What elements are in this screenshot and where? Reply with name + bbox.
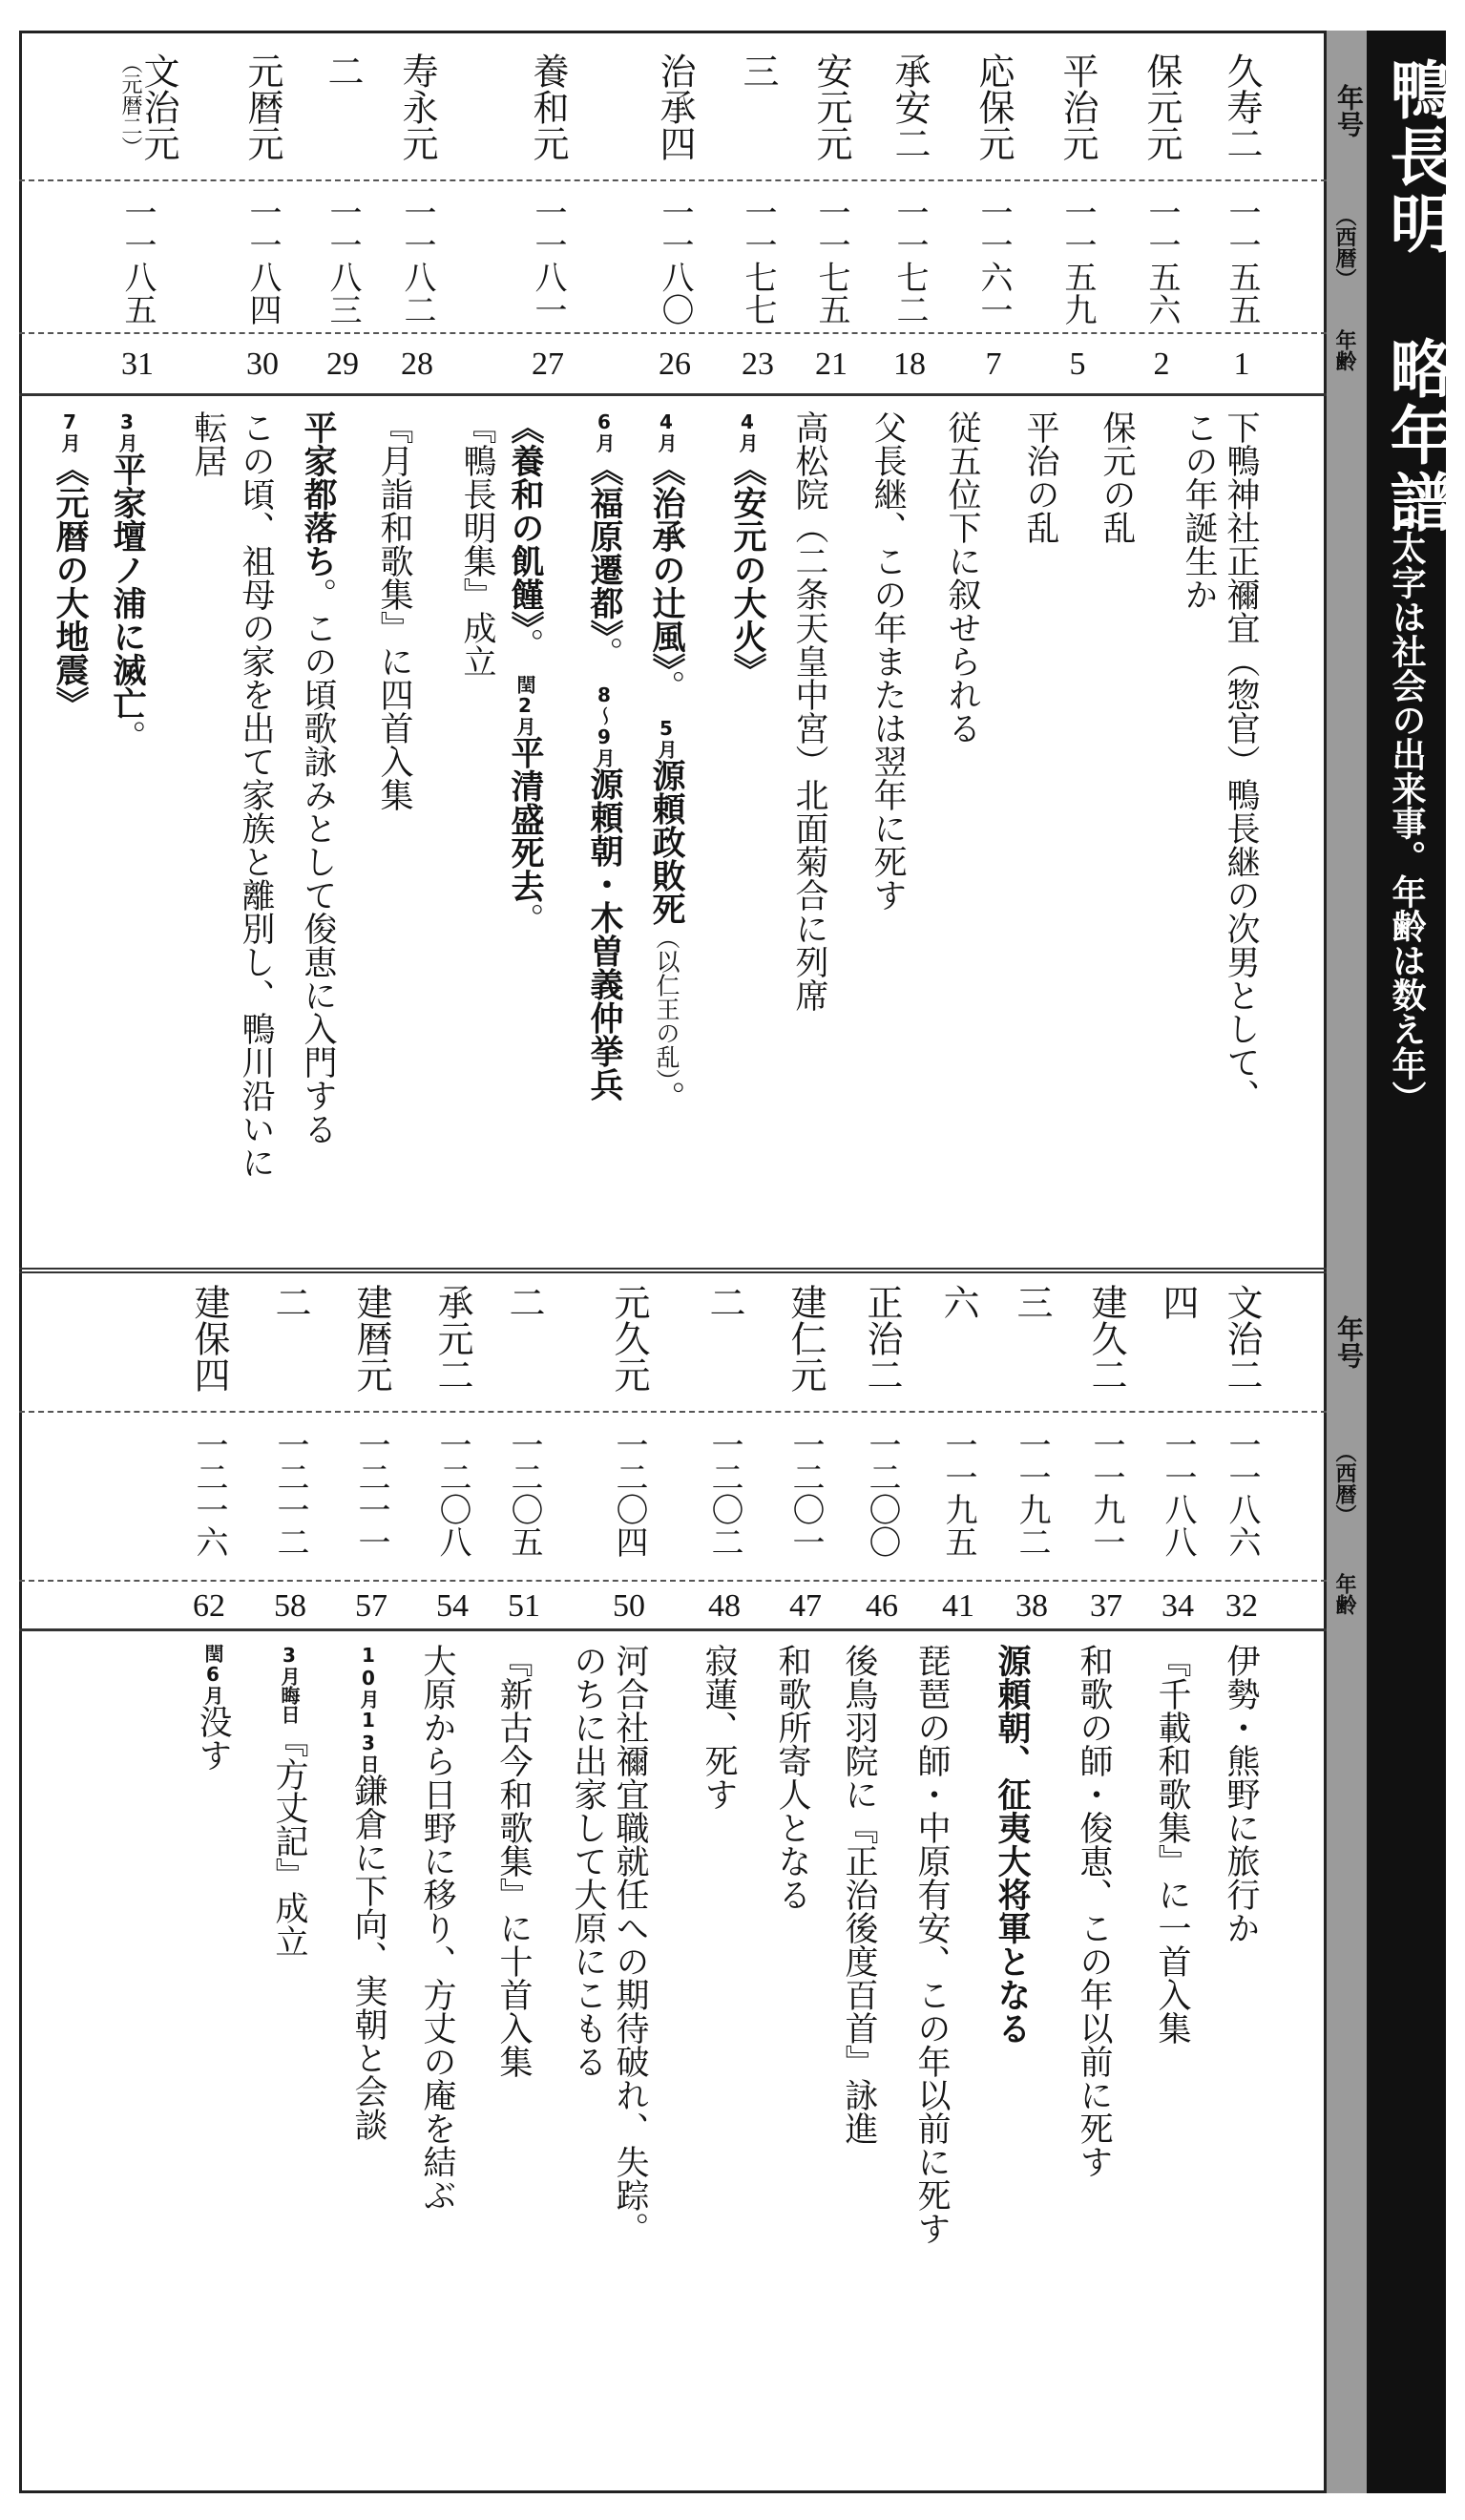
page-title: 鴨長明 略年譜 (1379, 57, 1454, 536)
western-year: 一一七五 (812, 196, 850, 326)
era-name: 二 (503, 1284, 545, 1320)
age-value: 7 (985, 346, 1002, 382)
page-subtitle: （太字は社会の出来事。年齢は数え年） (1387, 496, 1426, 1115)
western-year: 一一九一 (1087, 1428, 1125, 1558)
era-name: 二 (269, 1284, 311, 1320)
era-name: 元暦元 (241, 52, 283, 161)
western-year: 一二一二 (271, 1428, 309, 1558)
event-text: この年誕生か (1180, 410, 1218, 611)
event-month: 7月 (58, 410, 81, 452)
era-name: 養和元 (527, 52, 569, 161)
era-name: 元久元 (608, 1284, 650, 1393)
event-bold: 源頼朝、征夷大将軍となる (993, 1644, 1031, 2045)
era-name: 六 (937, 1284, 979, 1320)
event-text: 和歌所寄人となる (773, 1644, 811, 1911)
event-month: 8～9月 (593, 682, 616, 767)
event-text: 保元の乱 (1098, 410, 1136, 544)
event-text: 後鳥羽院に『正治後度百首』詠進 (840, 1644, 878, 2145)
age-value: 1 (1233, 346, 1250, 382)
event-text: 転居 (189, 410, 227, 477)
western-year: 一一七二 (890, 196, 929, 326)
event-text: 従五位下に叙せられる (943, 410, 981, 745)
western-year: 一一六一 (974, 196, 1013, 326)
western-year: 一一八五 (118, 196, 157, 326)
western-year: 一二〇四 (610, 1428, 648, 1558)
western-year: 一二〇〇 (863, 1428, 901, 1558)
event-text: 和歌の師・俊恵、この年以前に死す (1075, 1644, 1113, 2178)
era-name: 四 (1157, 1284, 1199, 1320)
event-text (993, 1644, 1031, 2045)
western-year: 一二〇五 (505, 1428, 543, 1558)
western-year: 一一八一 (529, 196, 567, 326)
section-divider (19, 1268, 1327, 1273)
age-header: 年齢 (1332, 1573, 1356, 1615)
event-text (194, 1644, 232, 1772)
era-name: 承安二 (889, 52, 931, 161)
event-text: 『月詣和歌集』に四首入集 (375, 410, 413, 811)
event-bold: 《安元の大火》 (728, 452, 766, 686)
age-value: 32 (1225, 1588, 1258, 1624)
era-name: 治承四 (654, 52, 696, 161)
table-frame (19, 31, 1327, 2493)
event-bold: 平家壇ノ浦に滅亡 (108, 452, 146, 720)
row-divider (19, 1411, 1327, 1413)
event-text: 父長継、この年または翌年に死す (869, 410, 907, 912)
western-year: 一一八三 (324, 196, 362, 326)
era-name: 久寿二 (1221, 52, 1263, 161)
header-column (1327, 31, 1367, 2493)
era-name: 保元元 (1141, 52, 1182, 161)
event-bold: 《養和の飢饉》 (506, 410, 544, 628)
event-plain: 鎌倉に下向、実朝と会談 (349, 1774, 387, 2141)
event-plain: 。 (506, 902, 544, 936)
event-month: 4月 (736, 410, 759, 452)
event-bold: 源頼政敗死 (647, 758, 685, 926)
event-bold: 《元暦の大地震》 (51, 452, 89, 720)
event-bold: 平清盛死去 (506, 735, 544, 903)
era-name: 文治元 （元暦二） (118, 52, 179, 161)
western-year: 一一八二 (398, 196, 436, 326)
era-name: 建暦元 (350, 1284, 392, 1393)
age-value: 58 (274, 1588, 306, 1624)
event-text (51, 410, 89, 720)
western-year: 一一八四 (243, 196, 282, 326)
age-value: 46 (866, 1588, 898, 1624)
western-year: 一一八六 (1223, 1428, 1261, 1558)
age-value: 29 (326, 346, 359, 382)
row-divider (19, 1628, 1327, 1631)
event-note: （以仁王の乱） (653, 925, 680, 1081)
event-text (730, 410, 764, 686)
age-value: 27 (532, 346, 564, 382)
event-text: 『鴨長明集』成立 (458, 410, 496, 678)
era-name: 承元二 (431, 1284, 473, 1393)
event-text: 『新古今和歌集』に十首入集 (494, 1644, 533, 2078)
age-value: 41 (942, 1588, 974, 1624)
age-value: 23 (742, 346, 774, 382)
event-plain: 。 (647, 669, 685, 704)
event-plain: 。 (108, 720, 146, 753)
row-divider (19, 332, 1327, 334)
event-month: 閏6月 (201, 1644, 224, 1705)
age-value: 2 (1153, 346, 1170, 382)
event-text (647, 410, 685, 1114)
event-text (299, 410, 337, 1145)
western-year: 一一八八 (1159, 1428, 1197, 1558)
row-divider (19, 1580, 1327, 1582)
age-value: 62 (193, 1588, 225, 1624)
age-value: 50 (613, 1588, 645, 1624)
era-name: 建仁元 (785, 1284, 827, 1393)
event-month: 3月晦日 (278, 1644, 301, 1724)
event-text (506, 410, 544, 936)
era-name: 正治二 (861, 1284, 903, 1393)
event-text: のちに出家して大原にこもる (569, 1644, 607, 2078)
western-year: 一二〇八 (433, 1428, 471, 1558)
western-year: 一一五六 (1142, 196, 1181, 326)
age-header: 年齢 (1332, 329, 1356, 371)
western-year: 一一八〇 (656, 196, 694, 326)
era-name: 三 (737, 52, 779, 89)
event-month: 10月13日 (357, 1644, 380, 1774)
age-value: 37 (1090, 1588, 1122, 1624)
event-text (351, 1644, 385, 2141)
age-value: 51 (508, 1588, 540, 1624)
age-value: 28 (401, 346, 433, 382)
event-bold: 《治承の辻風》 (647, 452, 685, 670)
western-year: 一二一六 (190, 1428, 228, 1558)
event-text: 『千載和歌集』に一首入集 (1153, 1644, 1191, 2045)
era-note: （元暦二） (118, 52, 142, 158)
age-value: 48 (708, 1588, 741, 1624)
age-value: 47 (789, 1588, 822, 1624)
age-value: 31 (121, 346, 154, 382)
event-text: 寂蓮、死す (700, 1644, 738, 1811)
event-bold: 《福原遷都》 (585, 452, 623, 637)
event-month: 3月 (115, 410, 138, 452)
event-text (270, 1644, 308, 1958)
era-name: 文治二 (1221, 1284, 1263, 1393)
age-value: 30 (246, 346, 279, 382)
era-name: 寿永元 (396, 52, 438, 161)
event-month: 5月 (655, 716, 678, 759)
row-divider (19, 393, 1327, 396)
event-bold: 源頼朝・木曽義仲挙兵 (585, 766, 623, 1102)
era-name: 安元元 (810, 52, 852, 161)
event-text (108, 410, 146, 753)
event-plain: 没す (194, 1705, 232, 1772)
western-year: 一一五九 (1058, 196, 1097, 326)
age-value: 26 (659, 346, 691, 382)
age-value: 18 (893, 346, 926, 382)
western-year: 一一五五 (1223, 196, 1261, 326)
western-year: 一二〇一 (786, 1428, 825, 1558)
event-plain: 。この頃歌詠みとして俊恵に入門する (299, 578, 337, 1145)
age-value: 21 (815, 346, 848, 382)
event-month: 4月 (655, 410, 678, 452)
event-text (585, 410, 623, 1102)
western-header: （西暦） (1332, 205, 1356, 289)
western-year: 一一九五 (939, 1428, 977, 1558)
event-plain: 。 (585, 636, 623, 670)
western-year: 一二〇二 (705, 1428, 743, 1558)
western-year: 一二一一 (352, 1428, 390, 1558)
era-name: 二 (703, 1284, 745, 1320)
era-name: 平治元 (1057, 52, 1099, 161)
era-name: 二 (322, 52, 364, 89)
western-year: 一一九二 (1013, 1428, 1051, 1558)
era-name: 応保元 (973, 52, 1015, 161)
event-month: 6月 (593, 410, 616, 452)
age-value: 5 (1069, 346, 1086, 382)
event-text: 高松院（二条天皇中宮）北面菊合に列席 (790, 410, 828, 1012)
era-name: 三 (1011, 1284, 1053, 1320)
western-header: （西暦） (1332, 1441, 1356, 1525)
age-value: 54 (436, 1588, 469, 1624)
western-year: 一一七七 (739, 196, 777, 326)
age-value: 57 (355, 1588, 387, 1624)
age-value: 34 (1162, 1588, 1194, 1624)
era-name: 建久二 (1085, 1284, 1127, 1393)
event-month: 閏2月 (513, 674, 536, 736)
event-text: 大原から日野に移り、方丈の庵を結ぶ (418, 1644, 456, 2212)
event-plain: 。 (647, 1081, 685, 1114)
event-text: 下鴨神社正禰宜（惣官）鴨長継の次男として、 (1222, 410, 1260, 1112)
event-plain: 。 (506, 627, 544, 662)
event-text: この頃、祖母の家を出て家族と離別し、鴨川沿いに (237, 410, 275, 1179)
era-header: 年号 (1333, 1315, 1365, 1369)
era-header: 年号 (1333, 84, 1365, 137)
era-name: 建保四 (188, 1284, 230, 1393)
event-bold: 平家都落ち (299, 410, 337, 578)
event-text: 琵琶の師・中原有安、この年以前に死す (912, 1644, 951, 2245)
row-divider (19, 179, 1327, 181)
event-text: 伊勢・熊野に旅行か (1222, 1644, 1260, 1944)
age-value: 38 (1015, 1588, 1048, 1624)
event-text: 平治の乱 (1021, 410, 1059, 544)
event-plain: 『方丈記』成立 (270, 1724, 308, 1958)
event-text: 河合社禰宜職就任への期待破れ、失踪。 (611, 1644, 649, 2245)
